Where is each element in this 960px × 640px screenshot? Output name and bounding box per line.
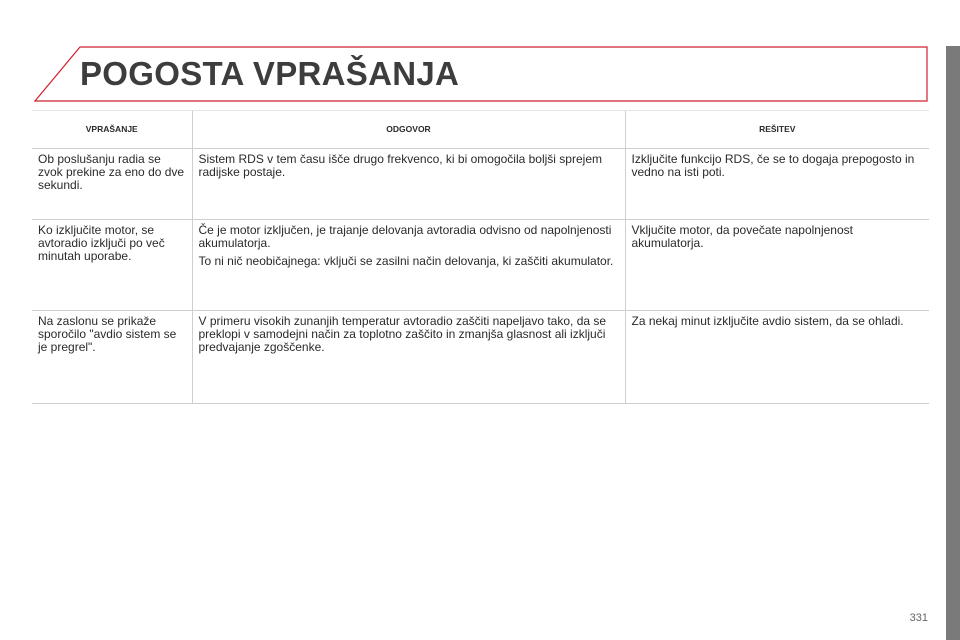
table-row (32, 311, 929, 404)
column-header-answer: ODGOVOR (192, 111, 625, 149)
answer-paragraph: Sistem RDS v tem času išče drugo frekvenco, ki bi omogočila boljši sprejem radijske postaje. (198, 152, 602, 179)
answer-paragraph: V primeru visokih zunanjih temperatur avtoradio zaščiti napeljavo tako, da se preklopi v samodejni način za toplotno zaščito in zmanjša glasnost ali izključi predvajanje zgoščenke. (198, 314, 607, 354)
answer-paragraph: Če je motor izključen, je trajanje delovanja avtoradia odvisno od napolnjenosti akumulatorja. (198, 223, 612, 250)
solution-cell: Vključite motor, da povečate napolnjenost akumulatorja. (625, 220, 929, 311)
table-header-row (32, 111, 929, 149)
side-tab-bar (946, 46, 960, 640)
answer-paragraph: To ni nič neobičajnega: vključi se zasilni način delovanja, ki zaščiti akumulator. (198, 254, 614, 268)
page-number: 331 (909, 612, 928, 624)
solution-cell: Za nekaj minut izključite avdio sistem, da se ohladi. (625, 311, 929, 404)
table-row (32, 149, 929, 220)
question-cell: Ob poslušanju radia se zvok prekine za eno do dve sekundi. (32, 149, 192, 220)
faq-table (32, 110, 929, 404)
column-header-solution: REŠITEV (625, 111, 929, 149)
question-cell: Na zaslonu se prikaže sporočilo "avdio sistem se je pregrel". (32, 311, 192, 404)
solution-cell: Izključite funkcijo RDS, če se to dogaja prepogosto in vedno na isti poti. (625, 149, 929, 220)
answer-cell (192, 220, 625, 311)
answer-cell (192, 149, 625, 220)
table-row (32, 220, 929, 311)
column-header-question: VPRAŠANJE (32, 111, 192, 149)
page-title: POGOSTA VPRAŠANJA (80, 55, 460, 92)
answer-cell (192, 311, 625, 404)
question-cell: Ko izključite motor, se avtoradio izključi po več minutah uporabe. (32, 220, 192, 311)
